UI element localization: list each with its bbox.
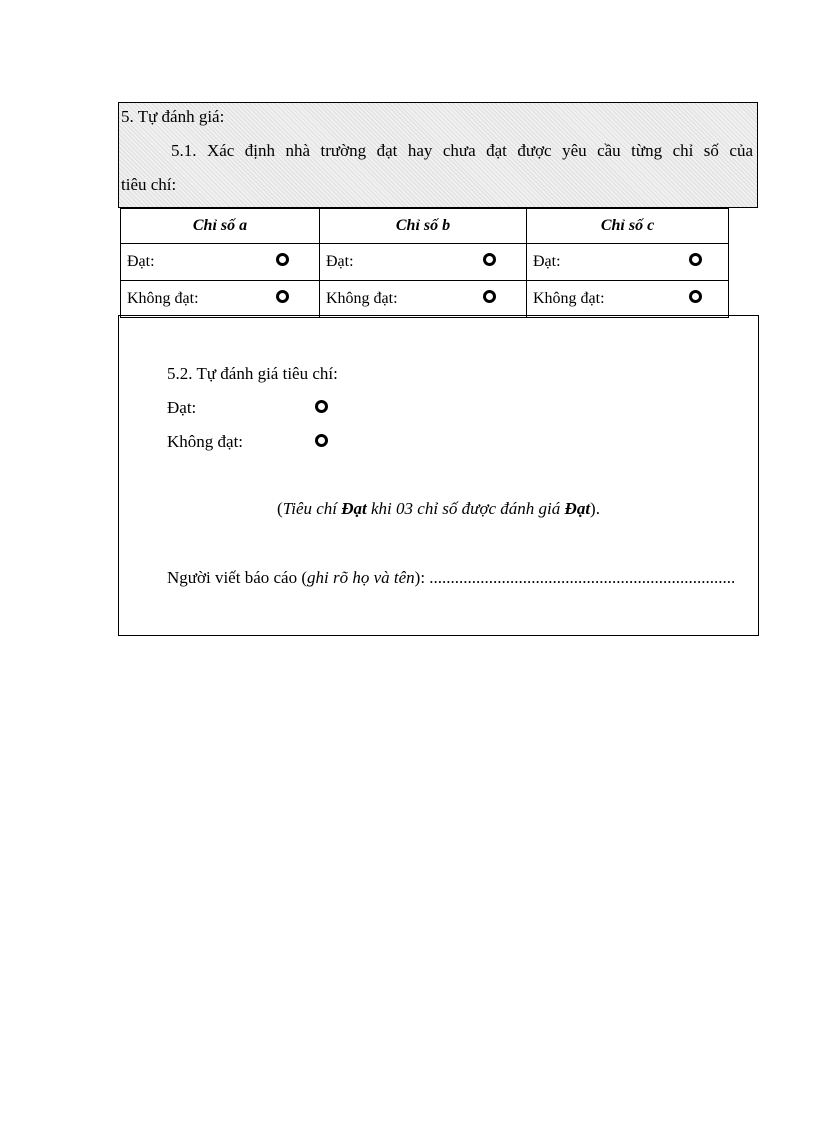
pass-label: Đạt: bbox=[326, 253, 354, 270]
criterion-note bbox=[119, 499, 758, 519]
reporter-line bbox=[167, 568, 735, 588]
pass-label: Đạt: bbox=[127, 253, 155, 270]
criterion-fail-radio[interactable] bbox=[315, 434, 328, 447]
self-evaluation-header-box bbox=[118, 102, 758, 208]
indicator-c-fail-cell bbox=[527, 281, 729, 318]
pass-row bbox=[121, 244, 729, 281]
fail-label: Không đạt: bbox=[533, 290, 605, 307]
fail-row bbox=[121, 281, 729, 318]
note-paren-close: ). bbox=[590, 499, 600, 518]
note-text-2: khi 03 chỉ số được đánh giá bbox=[366, 499, 565, 518]
criterion-pass-label: Đạt: bbox=[167, 398, 197, 417]
indicator-c-pass-cell bbox=[527, 244, 729, 281]
criterion-pass-radio[interactable] bbox=[315, 400, 328, 413]
indicator-b-header: Chỉ số b bbox=[320, 209, 527, 244]
subsection-5-1-text-cont: tiêu chí: bbox=[121, 175, 177, 194]
criterion-self-assessment-box bbox=[118, 315, 759, 636]
subsection-5-2-title: 5.2. Tự đánh giá tiêu chí: bbox=[167, 364, 338, 383]
indicator-a-fail-cell bbox=[121, 281, 320, 318]
criterion-fail-label: Không đạt: bbox=[167, 432, 244, 451]
indicator-a-pass-cell bbox=[121, 244, 320, 281]
indicator-c-fail-radio[interactable] bbox=[689, 290, 702, 303]
indicator-c-header: Chỉ số c bbox=[527, 209, 729, 244]
indicator-b-pass-cell bbox=[320, 244, 527, 281]
indicator-table bbox=[120, 208, 729, 318]
indicator-a-fail-radio[interactable] bbox=[276, 290, 289, 303]
reporter-name-field[interactable]: ): ........................................................................ bbox=[414, 568, 736, 587]
note-text-1: Tiêu chí bbox=[282, 499, 342, 518]
fail-label: Không đạt: bbox=[127, 290, 199, 307]
indicator-b-fail-cell bbox=[320, 281, 527, 318]
reporter-prefix: Người viết báo cáo ( bbox=[167, 568, 307, 587]
indicator-a-pass-radio[interactable] bbox=[276, 253, 289, 266]
note-bold-2: Đạt bbox=[564, 499, 591, 518]
note-paren-open: ( bbox=[277, 499, 283, 518]
indicator-b-pass-radio[interactable] bbox=[483, 253, 496, 266]
pass-label: Đạt: bbox=[533, 253, 561, 270]
fail-label: Không đạt: bbox=[326, 290, 398, 307]
reporter-hint: ghi rõ họ và tên bbox=[307, 568, 415, 587]
indicator-c-pass-radio[interactable] bbox=[689, 253, 702, 266]
indicator-a-header: Chỉ số a bbox=[121, 209, 320, 244]
indicator-header-row bbox=[121, 209, 729, 244]
note-bold-1: Đạt bbox=[341, 499, 367, 518]
subsection-5-1-text: 5.1. Xác định nhà trường đạt hay chưa đạt được yêu cầu từng chỉ số của bbox=[171, 141, 753, 160]
indicator-b-fail-radio[interactable] bbox=[483, 290, 496, 303]
section-5-heading: 5. Tự đánh giá: bbox=[121, 107, 225, 126]
